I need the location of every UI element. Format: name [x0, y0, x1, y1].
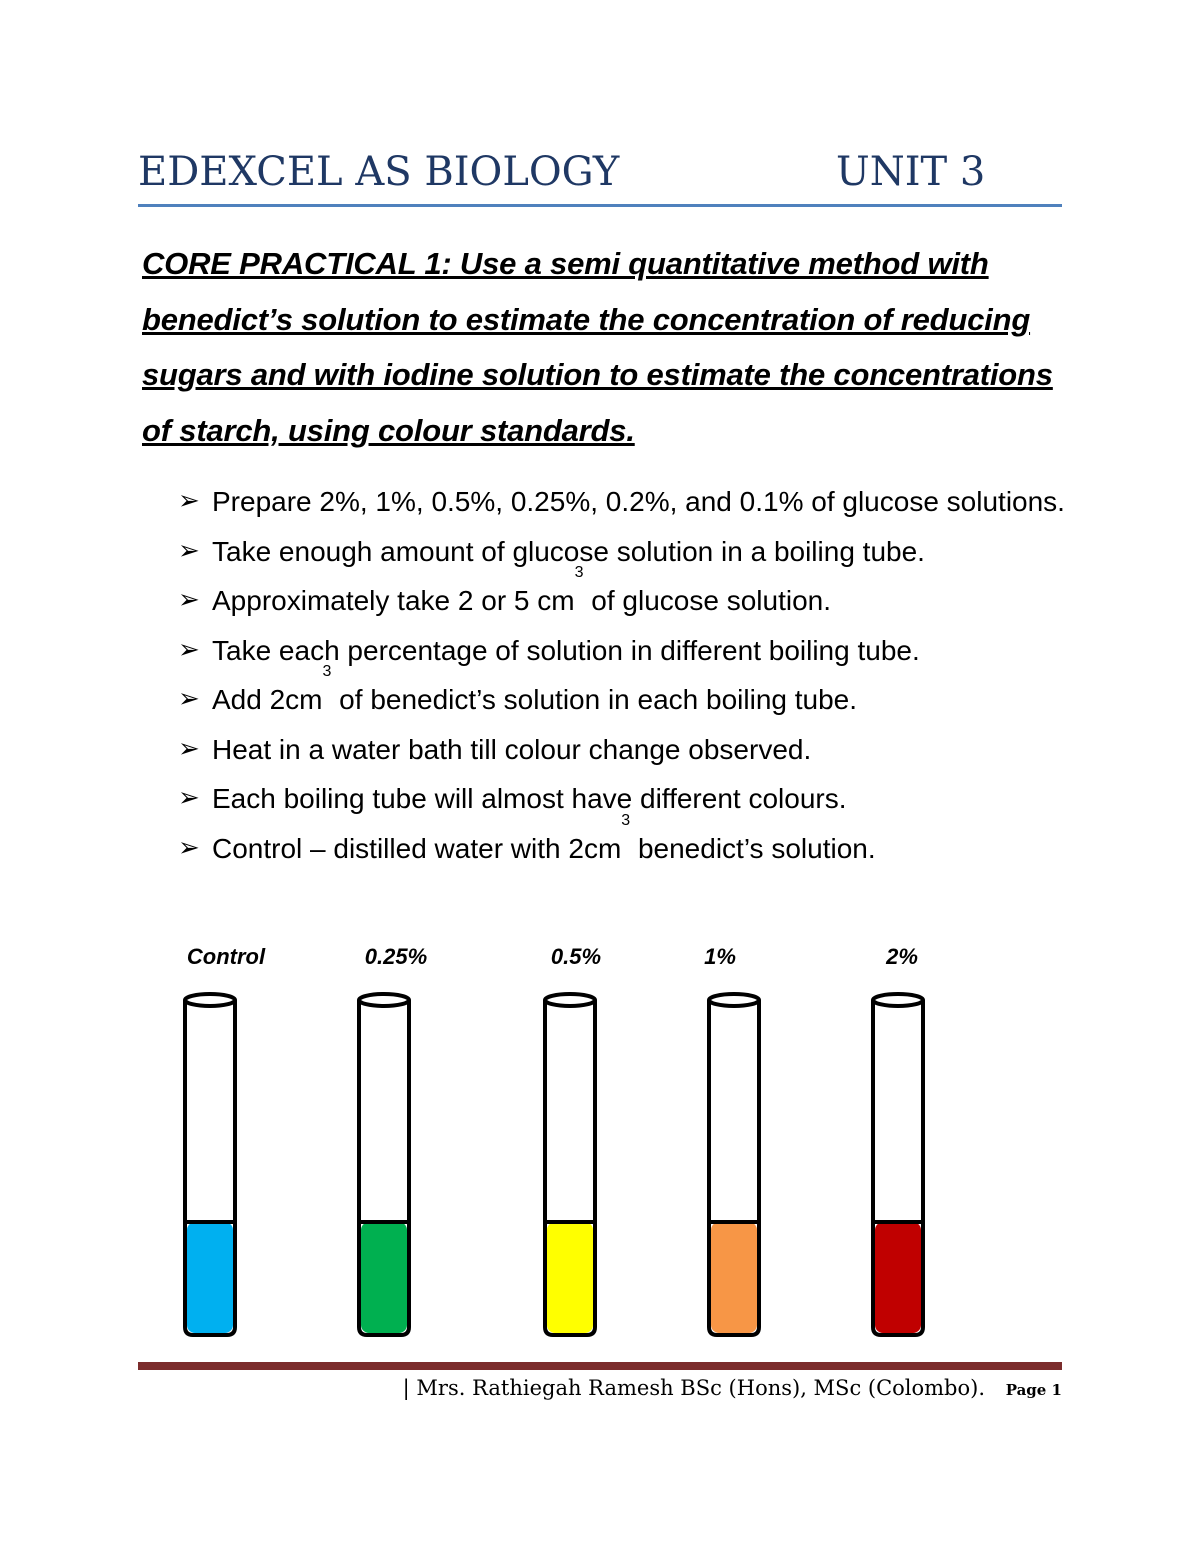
tube-label: 0.25%	[364, 944, 428, 969]
header-unit: UNIT 3	[836, 149, 986, 195]
step-text: Take each percentage of solution in different boiling tube.	[212, 634, 920, 666]
tube-label: 1%	[704, 944, 736, 969]
step-text-after: benedict’s solution.	[630, 832, 876, 864]
tube-rim	[709, 994, 759, 1006]
tube-liquid	[547, 1222, 593, 1333]
step-text-after: of glucose solution.	[583, 585, 831, 616]
footer-separator: |	[402, 1376, 410, 1400]
test-tube-3	[545, 994, 595, 1335]
test-tube-2	[359, 994, 409, 1335]
tube-liquid	[187, 1222, 233, 1333]
arrow-bullet-icon: ➢	[178, 486, 200, 516]
arrow-bullet-icon: ➢	[178, 783, 200, 813]
footer-author: Mrs. Rathiegah Ramesh BSc (Hons), MSc (Colombo).	[416, 1376, 986, 1400]
tube-rim	[873, 994, 923, 1006]
footer-rule	[138, 1362, 1062, 1370]
arrow-bullet-icon: ➢	[178, 585, 200, 615]
tube-rim	[545, 994, 595, 1006]
step-text: Prepare 2%, 1%, 0.5%, 0.25%, 0.2%, and 0.1% of glucose solutions.	[212, 486, 1065, 517]
page-number: Page 1	[1005, 1381, 1062, 1399]
test-tube-1	[185, 994, 235, 1335]
tube-liquid	[875, 1222, 921, 1333]
step-text-after: of benedict’s solution in each boiling tube.	[331, 684, 858, 715]
tube-label: 2%	[886, 944, 918, 969]
arrow-bullet-icon: ➢	[178, 832, 200, 863]
tube-liquid	[711, 1222, 757, 1333]
step-text: Control – distilled water with 2cm	[212, 832, 622, 864]
page-footer	[403, 1376, 1062, 1400]
step-text: Each boiling tube will almost have different colours.	[212, 783, 847, 814]
header-title: EDEXCEL AS BIOLOGY	[138, 149, 620, 195]
arrow-bullet-icon: ➢	[178, 684, 200, 714]
test-tube-4	[709, 994, 759, 1335]
tube-liquid	[361, 1222, 407, 1333]
practical-heading: CORE PRACTICAL 1: Use a semi quantitative method with benedict’s solution to estimate the concentration of reducing sugars and with iodine solution to estimate the concentrations of starch, using colour standards.	[142, 246, 1053, 448]
tube-rim	[185, 994, 235, 1006]
tube-rim	[359, 994, 409, 1006]
superscript: 3	[322, 663, 332, 680]
test-tube-5	[873, 994, 923, 1335]
tube-label: Control	[186, 944, 266, 969]
arrow-bullet-icon: ➢	[178, 634, 200, 665]
tube-label: 0.5%	[550, 944, 602, 969]
arrow-bullet-icon: ➢	[178, 535, 200, 566]
superscript: 3	[574, 564, 584, 581]
step-text: Heat in a water bath till colour change observed.	[212, 733, 812, 765]
superscript: 3	[621, 811, 631, 829]
step-text: Add 2cm	[212, 684, 323, 715]
step-text: Approximately take 2 or 5 cm	[212, 585, 575, 616]
step-text: Take enough amount of glucose solution in a boiling tube.	[212, 535, 925, 567]
arrow-bullet-icon: ➢	[178, 733, 200, 764]
